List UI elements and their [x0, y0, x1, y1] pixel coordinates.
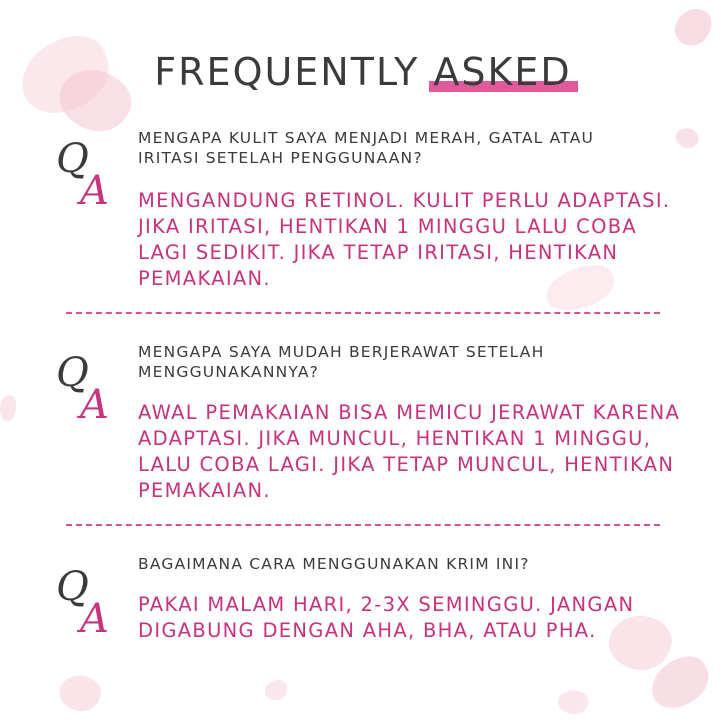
faq-answer: MENGANDUNG RETINOL. KULIT PERLU ADAPTASI. JIKA IRITASI, HENTIKAN 1 MINGGU LALU COBA LAGI SEDIKIT. JIKA TETAP IRITASI, HENTIKAN PEMAKAIAN. — [138, 189, 671, 290]
faq-answer: PAKAI MALAM HARI, 2-3X SEMINGGU. JANGAN DIGABUNG DENGAN AHA, BHA, ATAU PHA. — [138, 593, 635, 642]
petal-decoration — [671, 3, 716, 50]
faq-question: MENGAPA KULIT SAYA MENJADI MERAH, GATAL ATAU IRITASI SETELAH PENGGUNAAN? — [138, 129, 595, 167]
qa-badge — [56, 136, 116, 226]
title-part-asked-highlighted: ASKED — [433, 50, 572, 94]
faq-question: BAGAIMANA CARA MENGGUNAKAN KRIM INI? — [138, 555, 530, 573]
petal-decoration — [672, 123, 702, 152]
title-part-frequently: FREQUENTLY — [154, 50, 420, 94]
qa-badge — [56, 350, 116, 440]
faq-question: MENGAPA SAYA MUDAH BERJERAWAT SETELAH MENGGUNAKANNYA? — [138, 343, 545, 381]
a-letter: A — [80, 168, 109, 214]
q-letter: Q — [56, 564, 89, 610]
q-letter: Q — [56, 136, 89, 182]
dashed-divider — [66, 524, 660, 526]
petal-decoration — [54, 667, 107, 718]
page-title — [0, 50, 726, 94]
petal-decoration — [555, 687, 590, 718]
a-letter: A — [80, 382, 109, 428]
faq-answer: AWAL PEMAKAIAN BISA MEMICU JERAWAT KARENA ADAPTASI. JIKA MUNCUL, HENTIKAN 1 MINGGU, LALU COBA LAGI. JIKA TETAP MUNCUL, HENTIKAN PEMAKAIAN. — [138, 401, 681, 502]
a-letter: A — [80, 596, 109, 642]
petal-decoration — [0, 395, 16, 421]
qa-badge — [56, 564, 116, 654]
dashed-divider — [66, 312, 660, 314]
q-letter: Q — [56, 350, 89, 396]
petal-decoration — [265, 680, 287, 700]
